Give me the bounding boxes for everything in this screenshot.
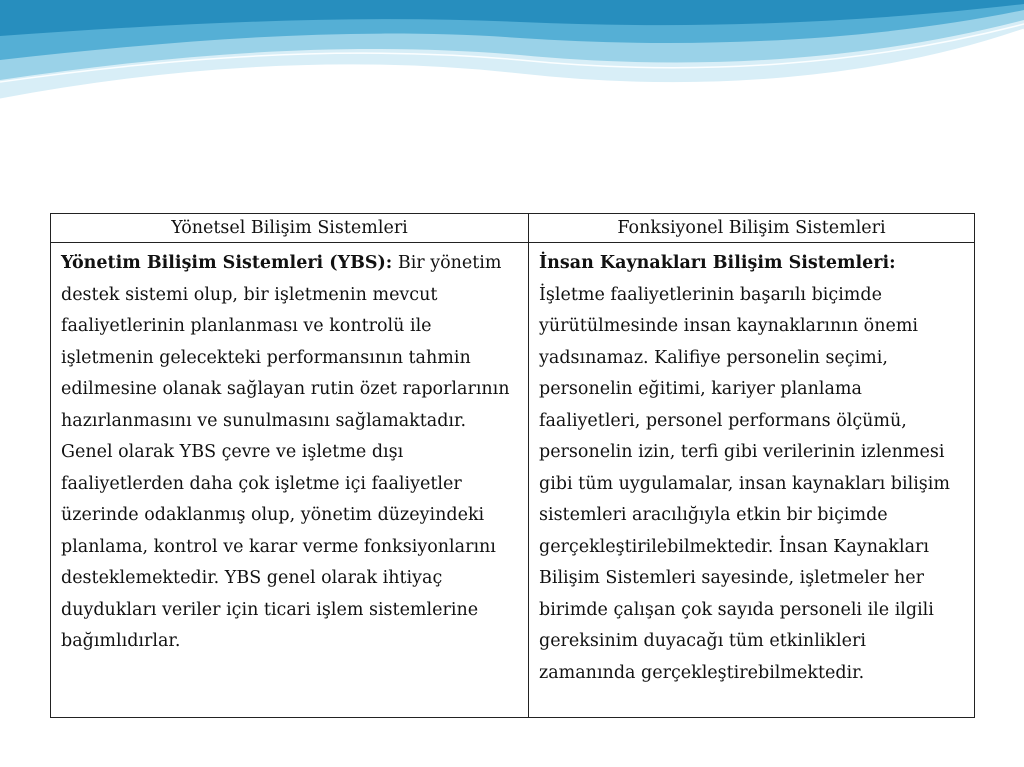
cell-ikbs-lead: İnsan Kaynakları Bilişim Sistemleri: (539, 253, 896, 273)
table-row (51, 243, 975, 718)
cell-ybs-lead: Yönetim Bilişim Sistemleri (YBS): (61, 253, 393, 273)
cell-ikbs-body: İşletme faaliyetlerinin başarılı biçimde yürütülmesinde insan kaynaklarının önemi yadsınamaz. Kalifiye personelin seçimi, personelin eğitimi, kariyer planlama faaliyetleri, personel performans ölçümü, personelin izin, terfi gibi verilerinin izlenmesi gibi tüm uygulamalar, insan kaynakları bilişim sistemleri aracılığıyla etkin bir biçimde gerçekleştirilebilmektedir. İnsan Kaynakları Bilişim Sistemleri sayesinde, işletmeler her birimde çalışan çok sayıda personeli ile ilgili gereksinim duyacağı tüm etkinlikleri zamanında gerçekleştirebilmektedir. (539, 284, 950, 683)
cell-ybs-body: Bir yönetim destek sistemi olup, bir işletmenin mevcut faaliyetlerinin planlanması ve kontrolü ile işletmenin gelecekteki performansının tahmin edilmesine olanak sağlayan rutin özet raporlarının hazırlanmasını ve sunulmasını sağlamaktadır. Genel olarak YBS çevre ve işletme dışı faaliyetlerden daha çok işletme içi faaliyetler üzerinde odaklanmış olup, yönetim düzeyindeki planlama, kontrol ve karar verme fonksiyonlarını desteklemektedir. YBS genel olarak ihtiyaç duydukları veriler için ticari işlem sistemlerine bağımlıdırlar. (61, 253, 510, 651)
header-wave-decoration (0, 0, 1024, 120)
table-header-row (51, 214, 975, 243)
cell-ikbs (529, 243, 975, 718)
cell-ybs (51, 243, 529, 718)
comparison-table (50, 213, 975, 718)
header-yonetsel: Yönetsel Bilişim Sistemleri (51, 214, 529, 243)
header-fonksiyonel: Fonksiyonel Bilişim Sistemleri (529, 214, 975, 243)
